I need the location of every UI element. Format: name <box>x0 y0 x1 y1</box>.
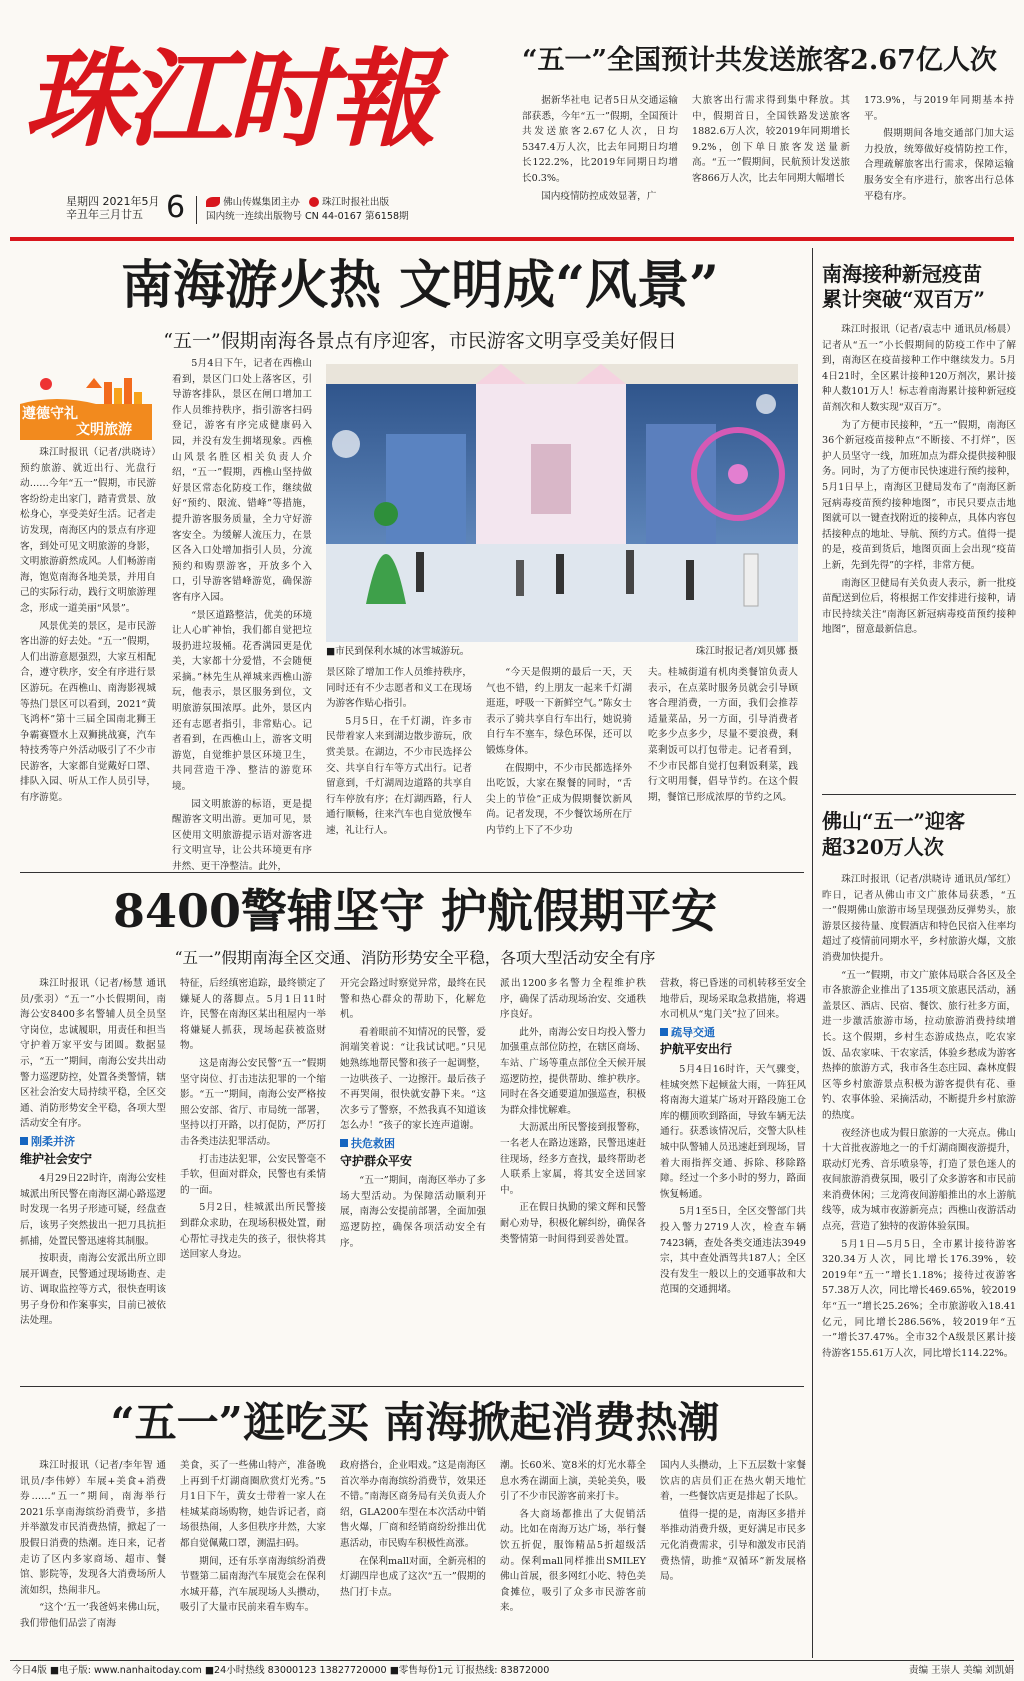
top-story-col-2: 大旅客出行需求得到集中释放。其中，假期首日，全国铁路发送旅客1882.6万人次，较2019年同期增长9.2%，创下单日旅客发送量新高。“五一”假期间，民航预计发送旅客866万人次，比去年同期大幅增长 <box>692 95 850 184</box>
story1-col-1: 珠江时报讯（记者/洪晓诗）预约旅游、就近出行、光盘行动……今年“五一”假期，市民游客纷纷走出家门，踏青赏景、放松身心，享受美好生活。记者走访发现，南海区内的景点有序迎客，到处可见文明旅游的身影，文明旅游蔚然成风。人们畅游南海，饱览南海各地美景，并用自己的实际行动，践行文明旅游理念，形成一道美丽“风景”。 风景优美的景区，是市民游客出游的好去处。“五一”假期，人们出游意愿强烈，大家互相配合，遵守秩序，安全有序进行景区游玩。在西樵山、南海影视城等热门景区可以看到，2021“黄飞鸿杯”第十三届全国南北狮王争霸赛暨水上双狮挑战赛，汽车特技秀等户外活动吸引了不少市民游客，大家都自觉戴好口罩、排队入园、听从工作人员引导，有序游览。 <box>20 447 156 804</box>
right1-body: 珠江时报讯（记者/袁志中 通讯员/杨晨）记者从“五一”小长假期间的防疫工作中了解到，南海区在疫苗接种工作中继续发力。5月4日21时，全区累计接种120万剂次，累计接种人数101万人！标志着南海累计接种新冠疫苗剂次和人数实现“双百万”。 为了方便市民接种，“五一”假期，南海区36个新冠疫苗接种点“不断接、不打烊”，医护人员坚守一线，加班加点为群众提供接种服务。同时，为了方便市民快速进行预约接种，5月1日早上，南海区卫健局发布了“南海区新冠病毒疫苗预约接种地图”，市民只要点击地图就可以一键查找附近的接种点，具体内容包括接种点的地址、导航、预约方式。值得一提的是，疫苗到货后，地图页面上会出现“疫苗上新，先到先得”的字样，非常方便。 南海区卫健局有关负责人表示，新一批疫苗配送到位后，将根据工作安排进行接种，请市民持续关注“南海区新冠病毒疫苗预约接种地图”，留意最新信息。 <box>822 324 1016 636</box>
story3-col-3: 政府搭台，企业唱戏。”这是南海区首次举办南海缤纷消费节，效果还不错。”南海区商务局有关负责人介绍，GLA200车型在本次活动中销售火爆，厂商和经销商纷纷推出优惠活动，市民购车积极性高涨。 在保利mall对面，全新亮相的灯湖四岸也成了这次“五一”假期的热门打卡点。 <box>340 1460 486 1598</box>
story1-col-4: “今天是假期的最后一天，天气也不错，约上朋友一起来千灯湖逛逛，呼吸一下新鲜空气。”陈女士表示了骑共享自行车出行，她说骑自行车不塞车，绿色环保，还可以锻炼身体。 在假期中，不少市民都选择外出吃饭，大家在聚餐的同时，“舌尖上的节俭”正成为假期餐饮新风尚。记者发现，不少餐饮场所在厅内节约上下了不少功 <box>486 667 632 836</box>
story1-col-2: 5月4日下午，记者在西樵山看到，景区门口处上落客区，引导游客排队，景区在闸口增加工作人员维持秩序，指引游客扫码登记，游客有序完成健康码入园，并没有发生拥堵现象。西樵山风景名胜区相关负责人介绍，“五一”假期，西樵山坚持做好景区常态化防疫工作，继续做好“预约、限流、错峰”等措施，提升游客服务质量，全力守好游客安全。为缓解人流压力，在景区各入口处增加指引人员，分流预约和购票游客，开放多个入口，引导游客错峰游览，确保游客有序入园。 “景区道路整洁，优美的环境让人心旷神怡，我们都自觉把垃圾扔进垃圾桶。花香满园更是优美，大家都十分爱惜，不会随便采摘。”林先生从禅城来西樵山游玩，他表示，景区服务到位，文明旅游氛围浓厚。此外，景区内还有志愿者指引，非常贴心。记者看到，在西樵山上，游客文明游览，自觉维护景区环境卫生，共同营造干净、整洁的游览环境。 园文明旅游的标语，更是提醒游客文明出游。更加可见，景区使用文明旅游提示语对游客进行文明宣导，让公共环境更有序井然、更干净整洁。此外， <box>172 358 312 872</box>
badge-line-1: 遵德守礼 <box>22 406 78 422</box>
story2-col-3: 开完会路过时察觉异常，最终在民警和热心群众的帮助下，化解危机。 看着眼前不知情况的民警，爱润端笑着说：“让我试试吧。”只见她熟练地帮民警和孩子一起调整，一边哄孩子、一边擦汗。最后孩子不再哭闹，很快就安静下来。“这次多亏了警察，不然我真不知道该怎么办！”孩子的家长连声道谢。 扶危救困 守护群众平安 “五一”期间，南海区举办了多场大型活动。为保障活动顺利开展，南海公安提前部署，全面加强巡逻防控，确保各项活动安全有序。 <box>340 978 486 1249</box>
footer-info: 今日4版 ■电子版: www.nanhaitoday.com ■24小时热线 83000123 13827720000 ■零售每份1元 订报热线: 83872000 <box>12 1665 550 1676</box>
story1-headline: 南海游火热 文明成“风景” <box>121 255 719 316</box>
story2-headline: 8400警辅坚守 护航假期平安 <box>112 884 718 938</box>
column-divider <box>812 248 813 1658</box>
story1-photo-caption <box>326 645 798 659</box>
story2-col-2: 特征，后经缜密追踪，最终锁定了嫌疑人的落脚点。5月1日11时许，民警在南海区某出租屋内一举将嫌疑人抓获，现场起获被盗财物。 这是南海公安民警“五一”假期坚守岗位、打击违法犯罪的一个缩影。“五一”期间，南海公安严格按照公安部、省厅、市局统一部署，坚持以打开路，以打促防，严厉打击各类违法犯罪活动。 打击违法犯罪，公安民警毫不手软，但面对群众，民警也有柔情的一面。 5月2日，桂城派出所民警接到群众求助，在现场积极处置，耐心帮忙寻找走失的孩子，很快将其送回家人身边。 <box>180 978 326 1261</box>
story2-subtitle-1b: 维护社会安宁 <box>20 1151 93 1166</box>
right1-headline <box>822 262 1018 312</box>
badge-line-2: 文明旅游 <box>76 422 132 438</box>
story3-col-1: 珠江时报讯（记者/李年智 通讯员/李伟婷）车展+美食+消费券……“五一”期间，南海举行2021乐享南海缤纷消费节，多措并举激发市民消费热情，掀起了一股假日消费的热潮。连日来，记者走访了区内多家商场、超市、餐馆、影院等，发现各大消费场所人流如织，热闹非凡。 “这个‘五一’我爸妈来佛山玩，我们带他们品尝了南海 <box>20 1460 166 1629</box>
right1-headline-line2: 累计突破“双百万” <box>822 287 986 311</box>
org-logo-icon-2 <box>309 197 319 207</box>
story2-col-4: 派出1200多名警力全程维护秩序，确保了活动现场治安、交通秩序良好。 此外，南海公安日均投入警力加强重点部位防控，在辖区商场、车站、广场等重点部位全天候开展巡逻防控，提供帮助、维护秩序。同时在各交通要道加强巡查，积极为群众排忧解难。 大沥派出所民警接到报警称，一名老人在路边迷路，民警迅速赶往现场，经多方查找，最终帮助老人联系上家属，将其安全送回家中。 正在假日执勤的梁文辉和民警耐心劝导，积极化解纠纷，确保各类警情第一时间得到妥善处置。 <box>500 978 646 1245</box>
story2-subtitle-3: 疏导交通 <box>660 1025 806 1041</box>
story2-subhead: “五一”假期南海全区交通、消防形势安全平稳，各项大型活动安全有序 <box>174 949 656 967</box>
masthead-date <box>66 195 160 221</box>
footer-editors: 责编 王崇人 美编 刘凯娟 <box>908 1665 1014 1676</box>
story1-subhead: “五一”假期南海各景点有序迎客，市民游客文明享受美好假日 <box>163 330 677 352</box>
story2-subtitle-2: 扶危救困 <box>340 1136 486 1152</box>
story3-headline: “五一”逛吃买 南海掀起消费热潮 <box>110 1398 720 1447</box>
story2-col-5: 营救，将已昏迷的司机转移至安全地带后，现场采取急救措施，将遇水司机从“鬼门关”拉了回来。 疏导交通 护航平安出行 5月4日16时许，天气骤变，桂城突然下起倾盆大雨，一阵狂风将南海大道某广场对开路段施工仓库的棚顶吹到路面，导致车辆无法通行。获悉该情况后，交警大队桂城中队警辅人员迅速赶到现场，冒着大雨指挥交通、拆除、移除路障。经过一个多小时的努力，路面恢复畅通。 5月1至5日，全区交警部门共投入警力2719人次，检查车辆7423辆，查处各类交通违法3949宗，其中查处酒驾共187人；全区没有发生一般以上的交通事故和大范围的交通拥堵。 <box>660 978 806 1296</box>
top-story-col-3: 173.9%，与2019年同期基本持平。 假期期间各地交通部门加大运力投放，统筹做好疫情防控工作，合理疏解旅客出行需求，保障运输服务安全有序进行，旅客出行总体平稳有序。 <box>864 95 1014 202</box>
story3-col-4: 潮。长60米、宽8米的灯光水幕全息水秀在湖面上演，美轮美奂，吸引了不少市民游客前来打卡。 各大商场都推出了大促销活动。比如在南海万达广场，举行餐饮五折促，服饰精品5折超级活动。保利mall同样推出SMILEY佛山首展，很多网红小吃、特色美食摊位，吸引了众多市民游客前来。 <box>500 1460 646 1614</box>
story2-col-1: 珠江时报讯（记者/杨慧 通讯员/张羽）“五一”小长假期间，南海公安8400多名警辅人员全员坚守岗位，忠诚履职，用责任和担当守护着万家平安与团圆。数据显示，“五一”期间，南海公安共出动警力巡逻防控，处置各类警情，辖区社会治安大局持续平稳，全区交通、消防形势安全平稳，各项大型活动安全有序。 刚柔并济 维护社会安宁 4月29日22时许，南海公安桂城派出所民警在南海区湖心路巡逻时发现一名男子形迹可疑，经盘查后，该男子突然拔出一把刀具抗拒抓捕，处置民警迅速将其制服。 按职责，南海公安派出所立即展开调查，民警通过现场勘查、走访、调取监控等方式，很快查明该男子身份和作案事实，目前已被依法处理。 <box>20 978 166 1327</box>
right2-headline-line2: 超320万人次 <box>822 835 944 859</box>
right2-body: 珠江时报讯（记者/洪晓诗 通讯员/邹红）昨日，记者从佛山市文广旅体局获悉，“五一”假期佛山旅游市场呈现强劲反弹势头，旅游景区接待量、度假酒店和特色民宿入住率均超过了疫情前同期水平，乡村旅游火爆，文旅消费加快提升。 “五一”假期，市文广旅体局联合各区及全市各旅游企业推出了135项文旅惠民活动，涵盖景区、酒店、民宿、餐饮、旅行社多方面，进一步激活旅游市场，拉动旅游消费持续增长。这个假期，乡村生态游成热点，吃农家饭、品农家味、干农家活，体验乡愁成为游客热捧的旅游方式，我市各生态庄园、森林度假区等乡村旅游景点积极为游客提供有花、垂钓、农事体验、采摘活动，不断提升乡村旅游的热度。 夜经济也成为假日旅游的一大亮点。佛山十大首批夜游地之一的千灯湖商圈夜游提升，联动灯光秀、音乐喷泉等，打造了景色迷人的夜间旅游消费氛围，吸引了众多游客和市民前来消费休闲；三龙湾夜间游船推出的水上游航线等，成为城市夜游新亮点；西樵山夜游活动点亮，营造了独特的夜游体验氛围。 5月1日—5月5日，全市累计接待游客320.34万人次，同比增长176.39%，较2019年“五一”增长1.18%；接待过夜游客57.38万人次，同比增长469.65%，较2019年“五一”增长25.26%；全市旅游收入18.41亿元，同比增长286.56%，较2019年“五一”增长37.47%。全市32个A级景区累计接待游客155.61万人次，同比增长114.22%。 <box>822 874 1016 1359</box>
story2-subtitle-1: 刚柔并济 <box>20 1134 166 1150</box>
cn-number: 国内统一连续出版物号 CN 44-0167 第6158期 <box>206 211 409 222</box>
story1-col-5: 夫。桂城街道有机肉类餐馆负责人表示，在点菜时服务员就会引导顾客合理消费，一方面，我们会推荐适量菜品，另一方面，引导消费者吃多少点多少，尽量不要浪费，剩菜剩饭可以打包带走。记者看到，不少市民都自觉打包剩饭剩菜，践行文明用餐，倡导节约。在这个假期，餐馆已形成浓厚的节约之风。 <box>648 667 798 803</box>
story1-col-3: 景区除了增加工作人员维持秩序，同时还有不少志愿者和义工在现场为游客作贴心指引。 5月5日，在千灯湖，许多市民带着家人来到湖边散步游玩，欣赏美景。在湖边，不少市民选择公交、共享自行车等方式出行。记者留意到，千灯湖周边道路的共享自行车停放有序；在灯湖西路，行人通行顺畅，往来汽车也自觉放慢车速，礼让行人。 <box>326 667 472 836</box>
photo-credit: 珠江时报记者/刘贝娜 摄 <box>695 646 798 657</box>
story1-photo <box>326 364 798 642</box>
publisher-info <box>206 196 409 224</box>
issue-date: 星期四 2021年5月 <box>66 195 160 208</box>
story2-subtitle-3b: 护航平安出行 <box>660 1042 733 1057</box>
story2-subtitle-2b: 守护群众平安 <box>340 1153 413 1168</box>
story3-col-5: 国内人头攒动，上下五层数十家餐饮店的店员们正在热火朝天地忙着，一些餐饮店更是排起了长队。 值得一提的是，南海区多措并举推动消费升级，更好满足市民多元化消费需求，引导和激发市民消费热情，助推“双循环”新发展格局。 <box>660 1460 806 1583</box>
right2-headline <box>822 808 1018 860</box>
top-headline: “五一”全国预计共发送旅客2.67亿人次 <box>522 45 997 76</box>
story3-col-2: 美食，买了一些佛山特产，准备晚上再到千灯湖商圈欣赏灯光秀。”5月1日下午，黄女士带着一家人在桂城某商场购物，她告诉记者，商场很热闹，人多但秩序井然，大家都自觉佩戴口罩，测温扫码。 期间，还有乐享南海缤纷消费节暨第二届南海汽车展览会在保利水城开幕，汽车展现场人头攒动，吸引了大量市民前来看车购车。 <box>180 1460 326 1614</box>
right2-headline-line1: 佛山“五一”迎客 <box>822 809 966 833</box>
civilized-travel-badge <box>16 374 156 442</box>
lunar-date: 辛丑年三月廿五 <box>66 208 143 221</box>
masthead-logo: 珠江时報 <box>24 36 432 161</box>
page-number: 6 <box>166 190 186 225</box>
top-story-col-1: 据新华社电 记者5日从交通运输部获悉，今年“五一”假期，全国预计共发送旅客2.67亿人次，日均5347.4万人次，比去年同期日均增长122.2%，比2019年同期日均增长0.3%。 国内疫情防控成效显著，广 <box>522 95 678 202</box>
masthead-rule <box>10 237 1014 241</box>
right1-headline-line1: 南海接种新冠疫苗 <box>822 262 982 286</box>
org-name-2: 珠江时报社出版 <box>321 197 390 208</box>
org-logo-icon <box>206 197 220 207</box>
org-name-1: 佛山传媒集团主办 <box>223 197 300 208</box>
ice-snow-city-photo-icon <box>326 364 798 642</box>
photo-caption-text: ■市民到保利水城的冰雪城游玩。 <box>326 646 470 657</box>
